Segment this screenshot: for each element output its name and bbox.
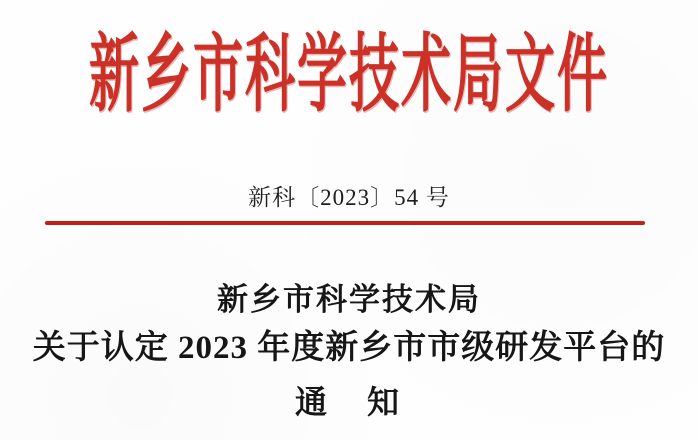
notice-title-notice-word: 通 知 <box>294 384 403 420</box>
notice-title-subject: 关于认定 2023 年度新乡市市级研发平台的 <box>32 330 666 366</box>
notice-title-agency: 新乡市科学技术局 <box>217 282 481 317</box>
agency-banner-row <box>0 26 698 123</box>
agency-banner: 新乡市科学技术局文件 <box>89 26 609 123</box>
document-reference-number: 新科〔2023〕54 号 <box>248 185 450 210</box>
red-divider-line <box>45 221 645 225</box>
